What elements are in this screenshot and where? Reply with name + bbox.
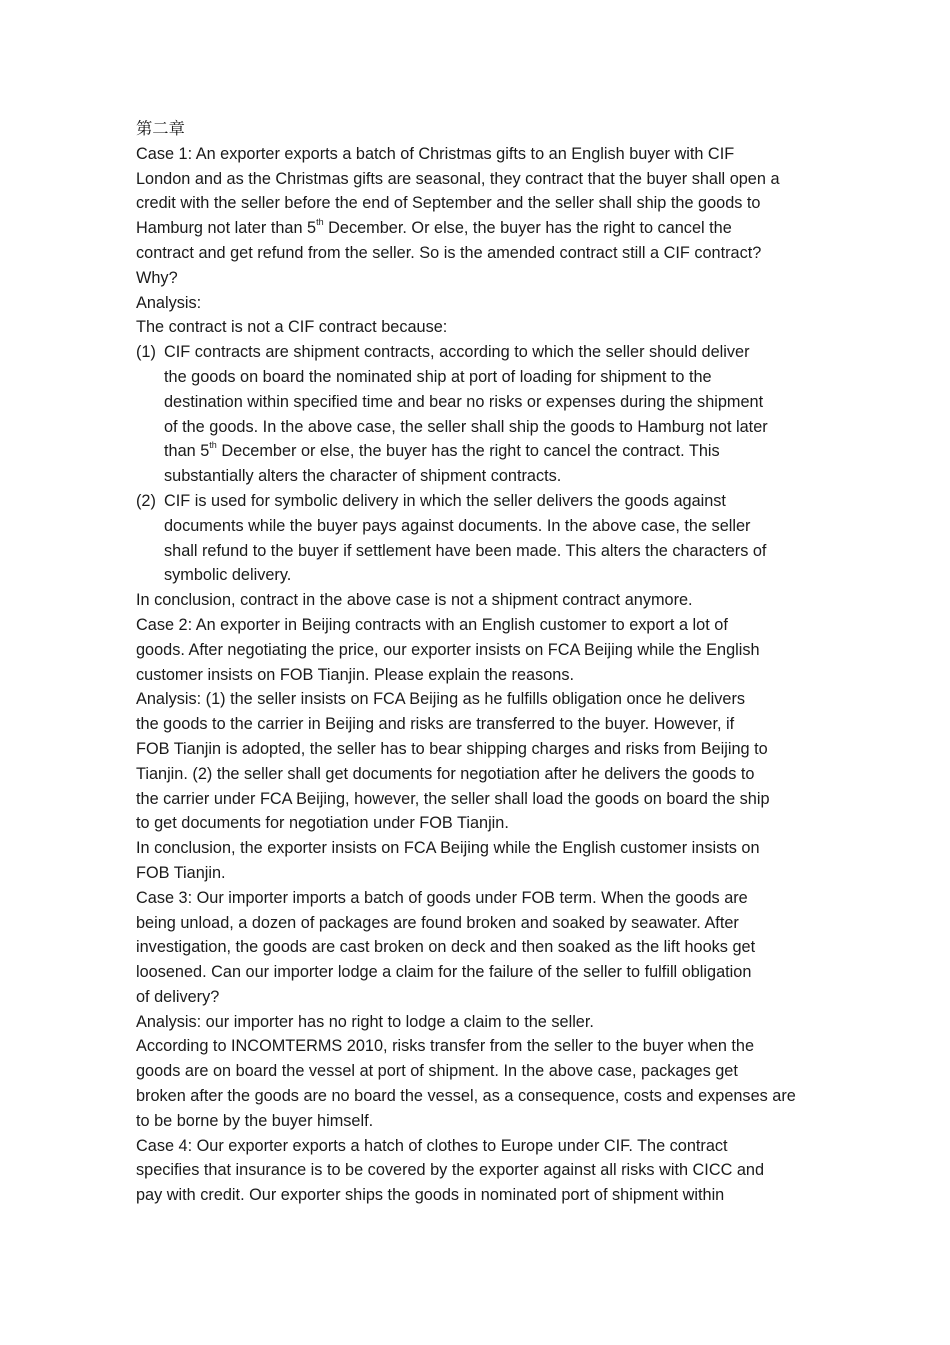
text-line: FOB Tianjin.	[136, 863, 226, 882]
list-number: (1)	[136, 343, 156, 362]
text-span: December or else, the buyer has the right to cancel the contract. This	[216, 442, 720, 461]
document-body	[136, 117, 866, 1208]
list-item-line: documents while the buyer pays against documents. In the above case, the seller	[164, 516, 751, 535]
text-line: Case 1: An exporter exports a batch of Christmas gifts to an English buyer with CIF	[136, 144, 735, 163]
text-line: contract and get refund from the seller. So is the amended contract still a CIF contract?	[136, 243, 762, 262]
list-item-line	[136, 340, 866, 365]
list-item-line: destination within specified time and bear no risks or expenses during the shipment	[164, 392, 764, 411]
text-span: CIF contracts are shipment contracts, according to which the seller should deliver	[164, 343, 750, 362]
text-line: the carrier under FCA Beijing, however, the seller shall load the goods on board the ship	[136, 789, 770, 808]
list-item-line	[136, 439, 866, 464]
list-number: (2)	[136, 491, 156, 510]
text-line: the goods to the carrier in Beijing and risks are transferred to the buyer. However, if	[136, 715, 735, 734]
chapter-heading: 第二章	[136, 120, 185, 138]
list-item-line: of the goods. In the above case, the seller shall ship the goods to Hamburg not later	[164, 417, 768, 436]
text-line: broken after the goods are no board the vessel, as a consequence, costs and expenses are	[136, 1087, 796, 1106]
text-line: goods. After negotiating the price, our exporter insists on FCA Beijing while the English	[136, 640, 760, 659]
text-line	[136, 216, 866, 241]
superscript: th	[316, 217, 324, 228]
text-line: In conclusion, contract in the above case is not a shipment contract anymore.	[136, 591, 693, 610]
text-line: The contract is not a CIF contract because:	[136, 318, 448, 337]
list-item-line: shall refund to the buyer if settlement have been made. This alters the characters of	[164, 541, 767, 560]
text-line: FOB Tianjin is adopted, the seller has to bear shipping charges and risks from Beijing to	[136, 739, 768, 758]
text-line: Case 3: Our importer imports a batch of goods under FOB term. When the goods are	[136, 888, 748, 907]
text-line: of delivery?	[136, 987, 220, 1006]
text-line: goods are on board the vessel at port of shipment. In the above case, packages get	[136, 1062, 738, 1081]
text-line: to get documents for negotiation under FOB Tianjin.	[136, 814, 509, 833]
text-line: being unload, a dozen of packages are found broken and soaked by seawater. After	[136, 913, 739, 932]
analysis-label: Analysis:	[136, 293, 202, 312]
text-line: According to INCOMTERMS 2010, risks transfer from the seller to the buyer when the	[136, 1037, 755, 1056]
text-line: Analysis: (1) the seller insists on FCA Beijing as he fulfills obligation once he delivers	[136, 690, 746, 709]
text-line: Analysis: our importer has no right to lodge a claim to the seller.	[136, 1012, 594, 1031]
text-span: than 5	[164, 442, 210, 461]
text-line: London and as the Christmas gifts are seasonal, they contract that the buyer shall open a	[136, 169, 780, 188]
text-line: Tianjin. (2) the seller shall get documents for negotiation after he delivers the goods to	[136, 764, 755, 783]
superscript: th	[209, 440, 217, 451]
text-span: CIF is used for symbolic delivery in which the seller delivers the goods against	[164, 491, 726, 510]
text-line: to be borne by the buyer himself.	[136, 1111, 374, 1130]
list-item-line: substantially alters the character of shipment contracts.	[164, 467, 562, 486]
text-line: pay with credit. Our exporter ships the goods in nominated port of shipment within	[136, 1186, 725, 1205]
text-span: Hamburg not later than 5	[136, 219, 317, 238]
text-line: Why?	[136, 268, 178, 287]
text-line: specifies that insurance is to be covered by the exporter against all risks with CICC and	[136, 1161, 765, 1180]
text-line: loosened. Can our importer lodge a claim for the failure of the seller to fulfill obligation	[136, 963, 752, 982]
text-line: Case 4: Our exporter exports a hatch of clothes to Europe under CIF. The contract	[136, 1136, 728, 1155]
list-item-line: the goods on board the nominated ship at port of loading for shipment to the	[164, 367, 712, 386]
list-item-line: symbolic delivery.	[164, 566, 292, 585]
text-line: credit with the seller before the end of September and the seller shall ship the goods to	[136, 194, 761, 213]
text-line: customer insists on FOB Tianjin. Please explain the reasons.	[136, 665, 574, 684]
text-line: In conclusion, the exporter insists on FCA Beijing while the English customer insists on	[136, 839, 760, 858]
text-line: Case 2: An exporter in Beijing contracts with an English customer to export a lot of	[136, 615, 728, 634]
text-line: investigation, the goods are cast broken on deck and then soaked as the lift hooks get	[136, 938, 756, 957]
list-item-line	[136, 489, 866, 514]
text-span: December. Or else, the buyer has the right to cancel the	[323, 219, 732, 238]
